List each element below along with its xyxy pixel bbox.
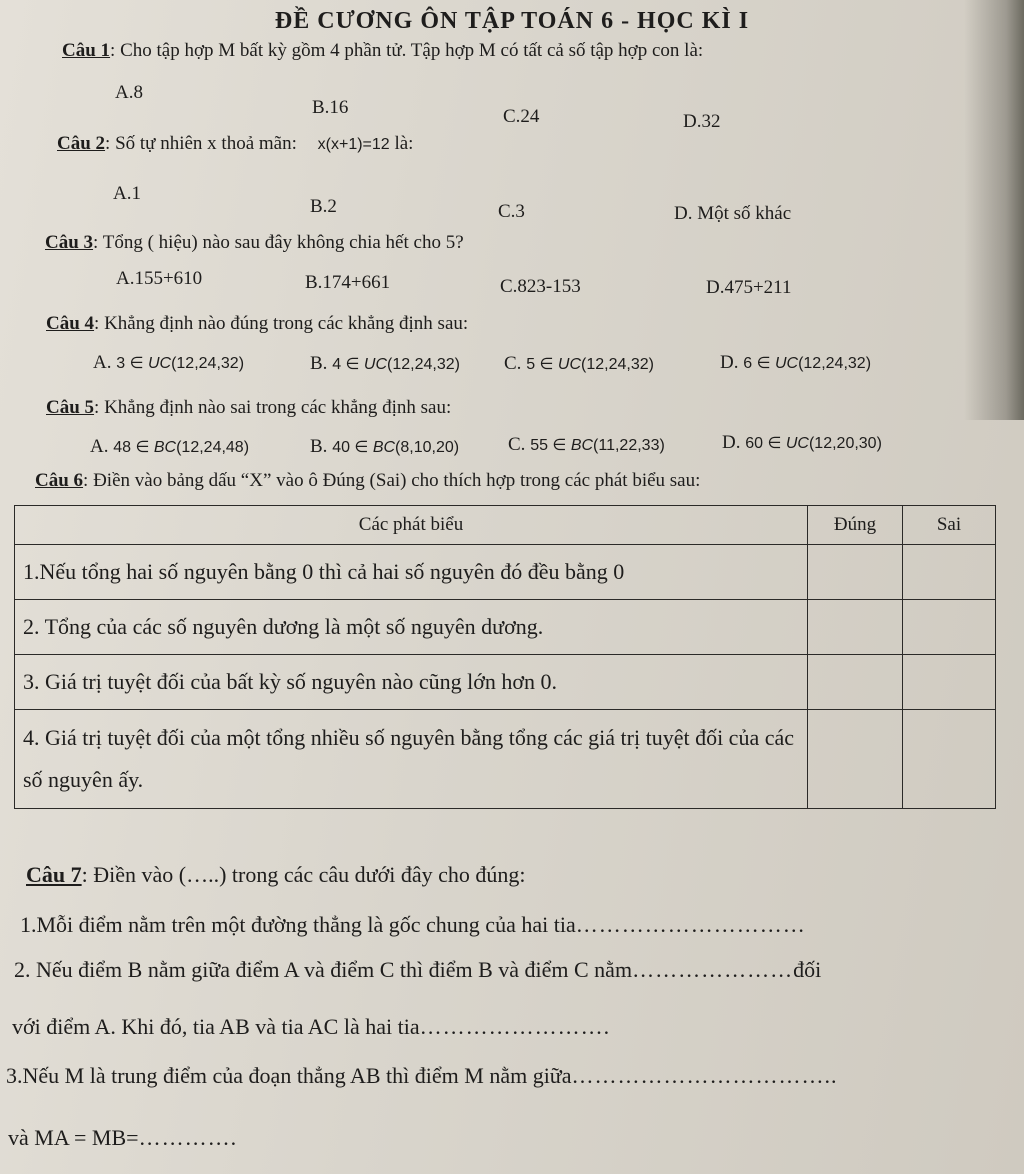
option-expr: 55 ∈ [530,437,571,454]
statement-4: 4. Giá trị tuyệt đối của một tổng nhiều số nguyên bằng tổng các giá trị tuyệt đối của các số nguyên ấy. [15,710,808,809]
option-expr: 5 ∈ [526,356,558,373]
option-letter: D. [720,352,739,373]
question-6-label: Câu 6 [35,470,84,491]
option-letter: A. [90,436,109,457]
fill-text: 1.Mỗi điểm nằm trên một đường thẳng là gốc chung của hai tia [20,912,576,937]
option-expr: 4 ∈ [332,356,364,373]
option-set: UC [363,356,388,373]
question-4-text: : Khẳng định nào đúng trong các khẳng định sau: [94,313,469,334]
question-1-text: : Cho tập hợp M bất kỳ gồm 4 phần tử. Tập hợp M có tất cả số tập hợp con là: [110,40,704,61]
option-expr: 6 ∈ [743,355,775,372]
header-statements: Các phát biểu [15,506,808,545]
option-expr: 60 ∈ [745,435,786,452]
question-5-option-b [310,436,459,458]
fill-blank[interactable]: ……………………. [419,1014,611,1039]
option-letter: B. [310,353,328,374]
option-set: BC [153,439,177,456]
fill-text-tail: đối [793,957,822,982]
fill-blank[interactable]: …………. [138,1125,238,1150]
option-expr: 48 ∈ [113,439,154,456]
option-letter: D. [722,432,741,453]
fill-blank[interactable]: ………………… [632,957,794,982]
option-set: BC [570,437,594,454]
option-args: (12,24,32) [798,355,872,372]
option-set: BC [372,439,396,456]
true-cell-1[interactable] [808,545,903,600]
question-4-option-a [93,352,244,374]
table-row [15,545,996,600]
fill-blank[interactable]: …………………………….. [571,1063,838,1088]
question-2-option-a: A.1 [113,183,141,204]
header-false: Sai [903,506,996,545]
question-6-text: : Điền vào bảng dấu “X” vào ô Đúng (Sai) cho thích hợp trong các phát biểu sau: [83,470,701,491]
option-set: UC [785,435,809,452]
question-2-text: : Số tự nhiên x thoả mãn: [105,133,297,154]
fill-line-5 [8,1125,237,1151]
option-letter: B. [310,436,328,457]
question-4 [46,313,468,335]
option-args: (12,24,32) [387,356,460,373]
page-title: ĐỀ CƯƠNG ÔN TẬP TOÁN 6 - HỌC KÌ I [274,8,750,34]
question-2-option-c: C.3 [498,201,525,222]
question-1-option-b: B.16 [312,97,349,118]
option-letter: C. [504,353,522,374]
option-set: UC [147,355,172,372]
fill-line-2 [14,957,821,983]
question-1-option-d: D.32 [683,111,721,132]
question-5-option-c [508,434,665,456]
question-1-option-c: C.24 [503,106,540,127]
question-5-text: : Khẳng định nào sai trong các khẳng định sau: [94,397,452,418]
false-cell-1[interactable] [903,545,996,600]
fill-text: và MA = MB= [8,1125,139,1150]
table-row [15,710,996,809]
question-3-option-d: D.475+211 [706,277,792,298]
question-2-option-b: B.2 [310,196,337,217]
true-cell-4[interactable] [808,710,903,809]
question-6 [35,470,700,492]
true-false-table [14,505,996,809]
question-3-label: Câu 3 [45,232,94,253]
question-2-label: Câu 2 [57,133,106,154]
table-header-row [15,506,996,545]
option-set: UC [774,355,799,372]
question-4-label: Câu 4 [46,313,95,334]
question-3 [45,232,464,254]
option-args: (12,24,32) [171,355,245,372]
question-3-option-a: A.155+610 [116,268,203,289]
question-2-equation: x(x+1)=12 [317,136,390,153]
question-3-option-c: C.823-153 [500,276,581,297]
fill-blank[interactable]: ………………………… [575,912,806,937]
question-7-text: : Điền vào (…..) trong các câu dưới đây cho đúng: [81,862,526,887]
option-expr: 40 ∈ [332,439,373,456]
table-row [15,655,996,710]
fill-line-1 [20,912,806,938]
question-7 [26,862,526,888]
question-4-option-c [504,353,654,375]
option-expr: 3 ∈ [116,355,148,372]
statement-1: 1.Nếu tổng hai số nguyên bằng 0 thì cả hai số nguyên đó đều bằng 0 [15,545,808,600]
table-row [15,600,996,655]
statement-3: 3. Giá trị tuyệt đối của bất kỳ số nguyên nào cũng lớn hơn 0. [15,655,808,710]
question-5-option-d [722,432,882,454]
option-args: (11,22,33) [593,437,665,454]
question-4-option-d [720,352,871,374]
option-letter: C. [508,434,526,455]
fill-line-3 [12,1014,610,1040]
question-2 [57,133,413,155]
fill-text: 3.Nếu M là trung điểm của đoạn thẳng AB thì điểm M nằm giữa [6,1063,572,1088]
option-args: (12,24,32) [581,356,654,373]
option-args: (12,24,48) [176,439,250,456]
option-letter: A. [93,352,112,373]
question-2-tail: là: [394,133,414,154]
fill-text: với điểm A. Khi đó, tia AB và tia AC là hai tia [12,1014,420,1039]
option-args: (12,20,30) [808,435,882,452]
true-cell-2[interactable] [808,600,903,655]
question-5-label: Câu 5 [46,397,95,418]
header-true: Đúng [808,506,903,545]
question-3-option-b: B.174+661 [305,272,391,293]
fill-text: 2. Nếu điểm B nằm giữa điểm A và điểm C thì điểm B và điểm C nằm [14,957,633,982]
statement-2: 2. Tổng của các số nguyên dương là một số nguyên dương. [15,600,808,655]
question-1-option-a: A.8 [115,82,143,103]
question-1-label: Câu 1 [62,40,111,61]
false-cell-4[interactable] [903,710,996,809]
fill-line-4 [6,1063,838,1089]
question-7-label: Câu 7 [26,862,82,887]
question-2-option-d: D. Một số khác [674,203,792,224]
question-4-option-b [310,353,460,375]
false-cell-2[interactable] [903,600,996,655]
true-cell-3[interactable] [808,655,903,710]
question-5-option-a [90,436,249,458]
option-set: UC [557,356,582,373]
option-args: (8,10,20) [395,439,460,456]
question-1 [62,40,703,62]
false-cell-3[interactable] [903,655,996,710]
question-5 [46,397,451,419]
question-3-text: : Tổng ( hiệu) nào sau đây không chia hết cho 5? [93,232,464,253]
paper-edge-shadow [964,0,1024,420]
